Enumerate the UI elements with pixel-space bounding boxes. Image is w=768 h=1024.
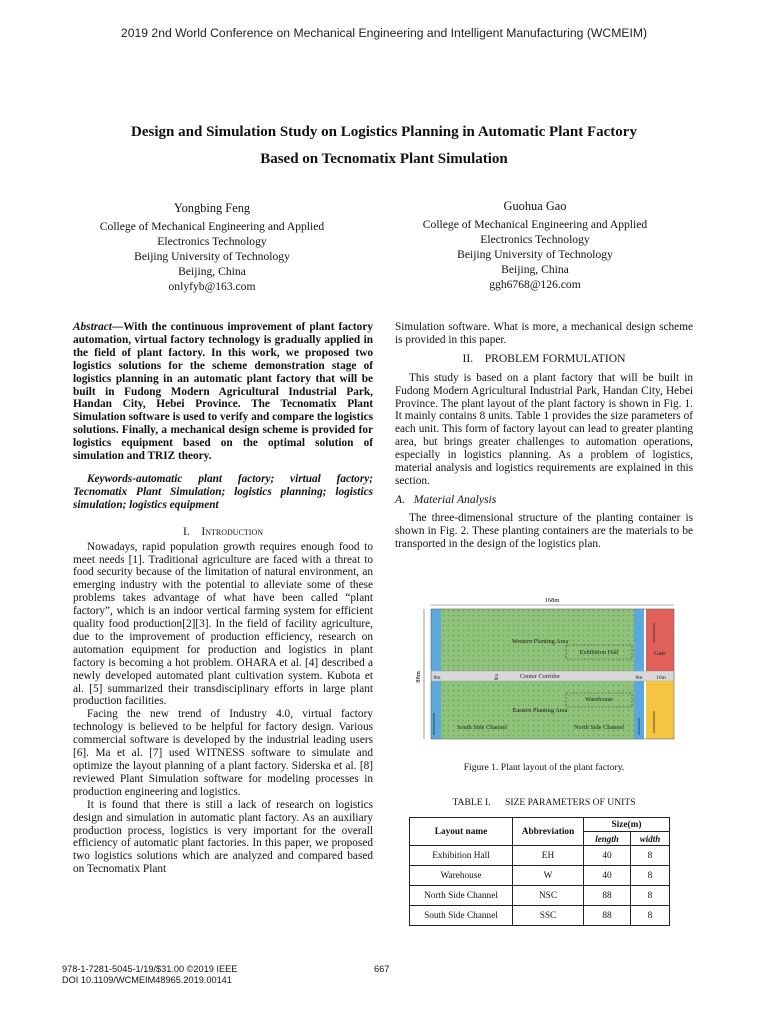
dim-88m: 88m — [415, 671, 422, 683]
author-1-aff2: Electronics Technology — [157, 235, 267, 248]
intro-paragraph-3: It is found that there is still a lack of research on logistics design and simulation in automatic plant factory. As an auxiliary production process, logistics is very important for the overall efficiency of automatic plant factories. In this paper, we proposed two logistics solutions which are analyzed and compared based on Tecnomatix Plant — [73, 798, 373, 876]
cell-name: Warehouse — [410, 866, 513, 886]
table-1-title: SIZE PARAMETERS OF UNITS — [505, 797, 636, 808]
paper-title — [40, 119, 728, 173]
label-western-area: Western Planting Area — [511, 638, 569, 645]
abstract — [73, 321, 373, 463]
label-eastern-area: Eastern Planting Area — [512, 707, 568, 714]
title-line-1: Design and Simulation Study on Logistics Planning in Automatic Plant Factory — [131, 124, 637, 140]
intro-paragraph-2: Facing the new trend of Industry 4.0, virtual factory technology is believed to be helpful for factory design. Various commercial software is developed by the industrial leading users [6]. Ma et al. [7] used WITNESS software to simulate and optimize the layout planning of a plant factory. Siderska et al. [8] reviewed Plant Simulation software for modeling processes in production engineering and logistics. — [73, 708, 373, 798]
label-8m-mid: 8m — [495, 673, 500, 681]
footer-doi: DOI 10.1109/WCMEIM48965.2019.00141 — [62, 974, 232, 985]
author-1 — [62, 201, 362, 294]
cell-abbr: W — [513, 866, 584, 886]
table-1-number: TABLE I. — [452, 797, 491, 808]
table-row — [410, 866, 670, 886]
dim-168m: 168m — [544, 597, 560, 604]
subsection-a-number: A. — [395, 492, 405, 506]
header-size: Size(m) — [584, 818, 670, 832]
right-continuation: Simulation software. What is more, a mechanical design scheme is provided in this paper. — [395, 321, 693, 346]
author-1-email: onlyfyb@163.com — [168, 280, 256, 293]
intro-title: Introduction — [201, 524, 263, 538]
cell-width: 8 — [631, 886, 670, 906]
figure-1-caption: Figure 1. Plant layout of the plant factory. — [463, 762, 625, 773]
cell-length: 88 — [584, 906, 631, 926]
table-row — [410, 846, 670, 866]
table-header-row — [410, 818, 670, 832]
header-abbreviation: Abbreviation — [513, 818, 584, 846]
keywords — [73, 473, 373, 512]
label-8m-right: 8m — [635, 675, 643, 681]
author-2-aff1: College of Mechanical Engineering and Applied — [422, 218, 648, 231]
cell-length: 88 — [584, 886, 631, 906]
author-1-aff3: Beijing University of Technology — [134, 250, 290, 263]
header-length: length — [584, 832, 631, 846]
abstract-text: —With the continuous improvement of plant factory automation, virtual factory technology is gradually applied in the field of plant factory. In this work, we proposed two logistics solutions for the scheme demonstration stage of logistics planning in an automatic plant factory that will be built in Fudong Modern Agricultural Industrial Park, Handan City, Hebei Province. The Tecnomatix Plant Simulation software is used to verify and compare the logistics solutions. Finally, a mechanical design scheme is provided for logistics equipment based on the optimal solution of simulation and TRIZ theory. — [73, 321, 373, 463]
author-2 — [385, 199, 685, 292]
size-table — [409, 817, 670, 926]
south-channel-lower — [431, 681, 441, 739]
south-channel-upper — [431, 609, 441, 671]
page-number: 667 — [374, 964, 390, 974]
cell-length: 40 — [584, 866, 631, 886]
cell-width: 8 — [631, 846, 670, 866]
section-2-paragraph: This study is based on a plant factory that will be built in Fudong Modern Agricultural Industrial Park, Handan City, Hebei Province. The plant layout of the plant factory is shown in Fig. 1. It mainly contains 8 units. Table 1 provides the size parameters of each unit. This form of factory layout can lead to greater planting area, but brings greater challenges to automation operations, especially in logistics planning. As a problem of logistics, material analysis and logistics requirements are explained in this section. — [395, 371, 693, 487]
gate-block — [646, 609, 674, 671]
label-8m-left: 8m — [433, 675, 441, 681]
label-center-corridor: Center Corridor — [519, 673, 561, 680]
cell-abbr: EH — [513, 846, 584, 866]
author-1-name: Yongbing Feng — [173, 201, 251, 215]
footer-left — [62, 964, 237, 985]
header-layout-name: Layout name — [410, 818, 513, 846]
label-exhibition-hall: Exhibition Hall — [579, 649, 619, 656]
cell-name: South Side Channel — [410, 906, 513, 926]
size-table-wrap — [409, 817, 670, 926]
table-1-caption — [395, 797, 693, 808]
author-1-aff4: Beijing, China — [178, 265, 246, 278]
intro-heading — [73, 526, 373, 539]
cell-length: 40 — [584, 846, 631, 866]
conference-header: 2019 2nd World Conference on Mechanical Engineering and Intelligent Manufacturing (WCMEIM) — [120, 26, 648, 40]
label-warehouse: Warehouse — [585, 696, 613, 703]
cell-width: 8 — [631, 866, 670, 886]
left-column — [73, 321, 373, 876]
label-gate: Gate — [654, 650, 666, 657]
figure-1 — [416, 593, 678, 753]
table-row — [410, 886, 670, 906]
keywords-label: Keywords — [87, 472, 133, 485]
label-nsc: North Side Channel — [573, 724, 625, 731]
cell-width: 8 — [631, 906, 670, 926]
cell-abbr: NSC — [513, 886, 584, 906]
label-16m: 16m — [656, 675, 666, 681]
author-2-aff2: Electronics Technology — [480, 233, 590, 246]
keywords-text: -automatic plant factory; virtual factory; Tecnomatix Plant Simulation; logistics planning; logistics simulation; logistics equipment — [73, 472, 373, 511]
right-column — [395, 321, 693, 551]
subsection-a-heading — [395, 494, 693, 507]
author-2-aff4: Beijing, China — [501, 263, 569, 276]
cell-name: North Side Channel — [410, 886, 513, 906]
author-2-email: ggh6768@126.com — [489, 278, 581, 291]
author-2-aff3: Beijing University of Technology — [457, 248, 613, 261]
intro-paragraph-1: Nowadays, rapid population growth requires enough food to meet needs [1]. Traditional agriculture are faced with a threat to food security because of the limitation of natural environment, an emerging industry with the potential to alleviate some of these problems takes advantage of what have been called “plant factory”, which is an indoor vertical farming system for efficient quality food production[2][3]. In the field of facility agriculture, due to the improvement of production efficiency, research on automation equipment for production and logistics in plant factory is becoming a hot problem. OHARA et al. [4] described a newly developed automated plant cultivation system. Kubota et al. [5] summarized their transdisciplinary efforts in large plant production facilities. — [73, 540, 373, 708]
section-2-heading — [395, 353, 693, 366]
cell-name: Exhibition Hall — [410, 846, 513, 866]
author-2-name: Guohua Gao — [503, 199, 567, 213]
warehouse-block — [646, 681, 674, 739]
subsection-a-paragraph: The three-dimensional structure of the planting container is shown in Fig. 2. These planting containers are the materials to be transported in the design of the logistics plan. — [395, 511, 693, 550]
section-2-title: PROBLEM FORMULATION — [484, 351, 626, 365]
north-channel-upper — [634, 609, 644, 671]
footer-isbn: 978-1-7281-5045-1/19/$31.00 ©2019 IEEE — [62, 964, 238, 974]
abstract-label: Abstract — [73, 321, 112, 333]
plant-layout-diagram — [416, 593, 678, 753]
intro-number: I. — [183, 524, 190, 538]
label-ssc: South Side Channel — [456, 724, 508, 731]
cell-abbr: SSC — [513, 906, 584, 926]
subsection-a-title: Material Analysis — [413, 492, 497, 506]
author-1-aff1: College of Mechanical Engineering and Applied — [99, 220, 325, 233]
table-row — [410, 906, 670, 926]
section-2-number: II. — [462, 351, 474, 365]
title-line-2: Based on Tecnomatix Plant Simulation — [260, 151, 508, 167]
header-width: width — [631, 832, 670, 846]
